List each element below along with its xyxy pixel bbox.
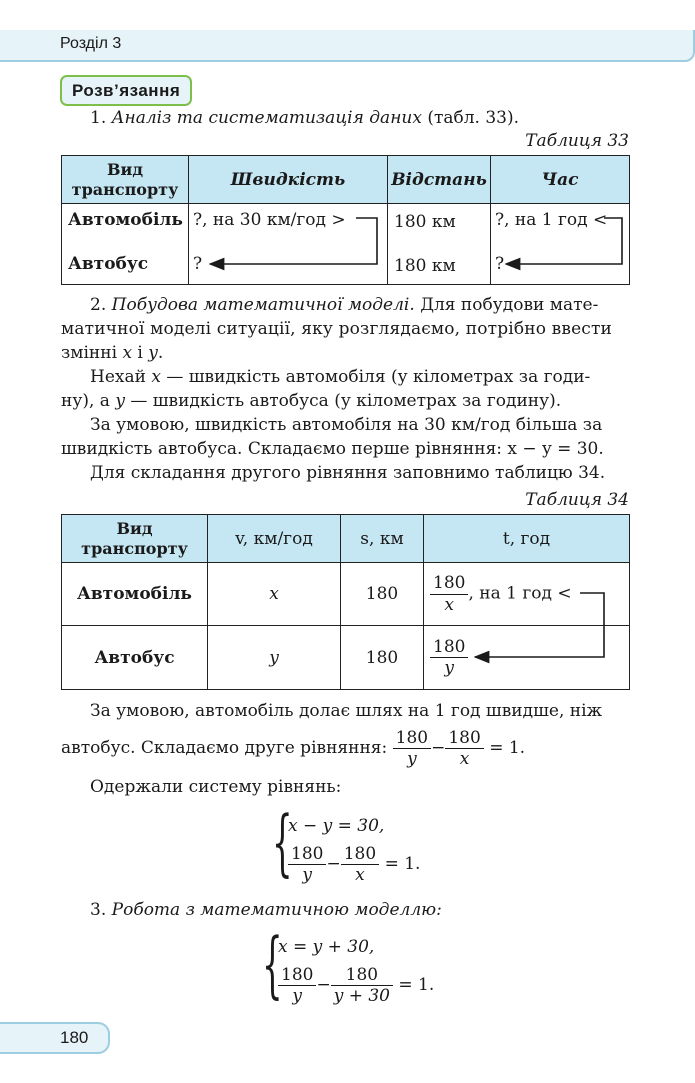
col-header: Час: [491, 156, 630, 204]
fraction: $\frac{180}{y}$: [430, 637, 468, 679]
table33-caption: Таблиця 33: [525, 131, 629, 151]
cell-note: , на 1 год <: [468, 583, 572, 604]
table-row: [62, 563, 630, 626]
step2-num: 2.: [90, 295, 107, 315]
system-brace: {: [272, 800, 293, 884]
step3-line: 3. Робота з математичною моделлю:: [90, 900, 442, 920]
table-header-row: [62, 156, 630, 204]
step1-num: 1.: [90, 108, 107, 128]
col-header: Швидкість: [189, 156, 388, 204]
cell-vehicle: Автомобіль: [62, 563, 208, 626]
para3: Для складання другого рівняння заповнимо таблицю 34.: [90, 463, 606, 483]
table-33: [61, 155, 630, 285]
page-number: 180: [60, 1028, 89, 1047]
col-header: Вид транспорту: [62, 515, 208, 563]
col-header: Відстань: [388, 156, 491, 204]
para2-line1: За умовою, швидкість автомобіля на 30 км/год більша за: [90, 415, 603, 435]
para4-line2: автобус. Складаємо друге рівняння: $\frac{180}{y}$ − $\frac{180}{x}$ = 1.: [61, 727, 526, 769]
step2-title: Побудова математичної моделі.: [111, 295, 415, 315]
col-header: v, км/год: [208, 515, 341, 563]
system-brace: {: [262, 922, 283, 1006]
section-header: [0, 30, 695, 62]
cell-s: 180: [341, 626, 424, 690]
step2-line: [90, 294, 598, 316]
system2-eq2: $\frac{180}{y}$ − $\frac{180}{y + 30}$ = 1.: [278, 959, 434, 1011]
fraction: $\frac{180}{x}$: [445, 728, 483, 770]
section-title: Розділ 3: [60, 35, 122, 52]
cell-vehicle: Автомобіль: [68, 210, 183, 230]
step1-line: [90, 107, 519, 129]
para1-line1: Нехай x — швидкість автомобіля (у кілометрах за годи-: [90, 367, 591, 387]
col-header: Вид транспорту: [62, 156, 189, 204]
cell-vehicle: Автобус: [68, 254, 149, 274]
para1-line2: ну), а y — швидкість автобуса (у кілометрах за годину).: [61, 391, 562, 411]
col-header: t, год: [424, 515, 630, 563]
table-row: [62, 626, 630, 690]
cell-v: x: [208, 563, 341, 626]
table-34: [61, 514, 630, 690]
fraction: $\frac{180}{y}$: [393, 728, 431, 770]
step2-text: Для побудови мате-: [420, 295, 599, 315]
fraction: $\frac{180}{x}$: [341, 844, 379, 886]
table-row: [62, 204, 630, 285]
cell-v: y: [208, 626, 341, 690]
step2-line2: матичної моделі ситуації, яку розглядаємо, потрібно ввести: [61, 319, 612, 339]
cell-distance: 180 км: [394, 212, 456, 232]
cell-time: ?, на 1 год <: [495, 210, 608, 230]
system1-eq1: x − y = 30,: [288, 816, 385, 836]
cell-time: ?: [495, 254, 505, 274]
para5: Одержали систему рівнянь:: [90, 777, 342, 797]
system2-eq1: x = y + 30,: [278, 937, 375, 957]
table-header-row: [62, 515, 630, 563]
step1-title: Аналіз та систематизація даних: [111, 108, 422, 128]
cell-s: 180: [341, 563, 424, 626]
step2-line3: змінні x і y.: [61, 343, 164, 363]
fraction: $\frac{180}{y}$: [278, 965, 316, 1007]
page-number-tab: [0, 1022, 110, 1054]
step1-ref: (табл. 33).: [427, 108, 520, 128]
fraction: $\frac{180}{x}$: [430, 573, 468, 615]
para4-line1: За умовою, автомобіль долає шлях на 1 год швидше, ніж: [90, 701, 603, 721]
col-header: s, км: [341, 515, 424, 563]
fraction: $\frac{180}{y}$: [288, 844, 326, 886]
table34-caption: Таблиця 34: [525, 490, 629, 510]
cell-vehicle: Автобус: [62, 626, 208, 690]
fraction: $\frac{180}{y + 30}$: [331, 965, 393, 1007]
system1-eq2: $\frac{180}{y}$ − $\frac{180}{x}$ = 1.: [288, 838, 420, 890]
cell-speed: ?, на 30 км/год >: [193, 210, 346, 230]
para2-line2: швидкість автобуса. Складаємо перше рівняння: x − y = 30.: [61, 439, 604, 459]
cell-distance: 180 км: [394, 256, 456, 276]
cell-speed: ?: [193, 254, 203, 274]
solution-badge: Розв’язання: [60, 75, 192, 106]
